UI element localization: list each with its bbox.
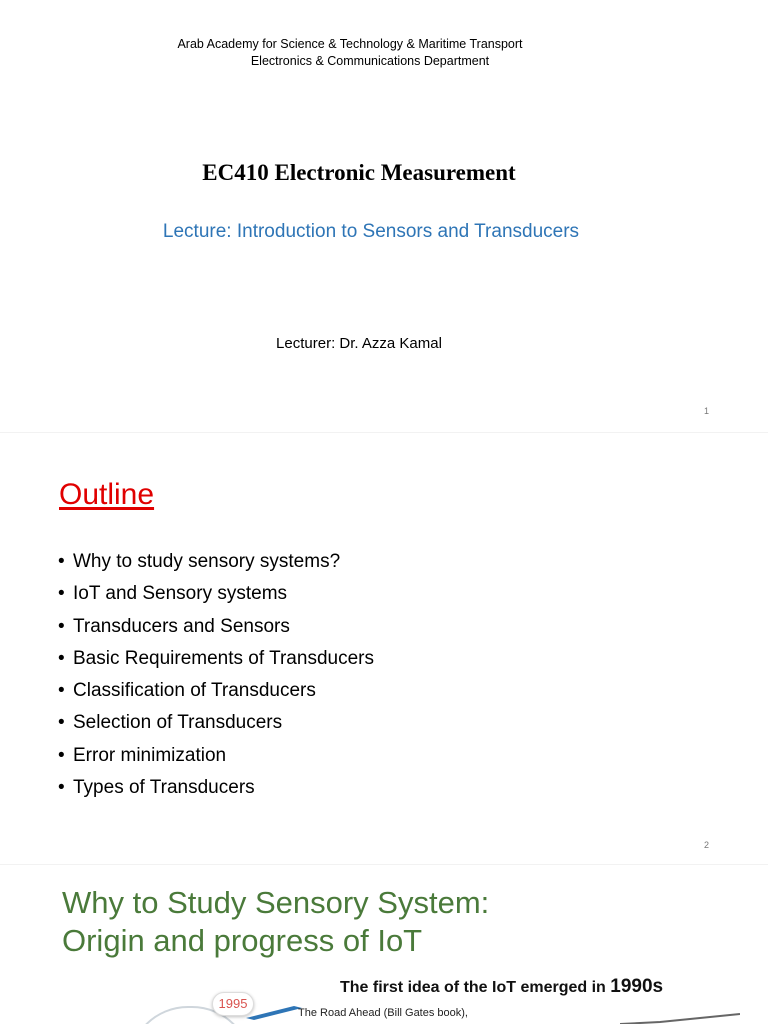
bullet-icon: • [58, 680, 65, 702]
outline-item [58, 740, 374, 772]
slide-2 [0, 432, 768, 864]
institution-name: Arab Academy for Science & Technology & Maritime Transport [177, 37, 523, 51]
course-title: EC410 Electronic Measurement [202, 160, 516, 185]
bullet-icon: • [58, 712, 65, 734]
bullet-icon: • [58, 647, 65, 669]
department-name: Electronics & Communications Department [250, 54, 490, 68]
page-number: 1 [704, 406, 710, 416]
bullet-icon: • [58, 583, 65, 605]
book-note: The Road Ahead (Bill Gates book), [298, 1007, 468, 1019]
outline-item-text: Transducers and Sensors [73, 615, 290, 637]
subtitle-text: The first idea of the IoT emerged in [340, 979, 611, 996]
bullet-icon: • [58, 777, 65, 799]
bullet-icon: • [58, 551, 65, 572]
page-number: 2 [704, 840, 710, 850]
outline-item [58, 578, 374, 610]
slide-3 [0, 864, 768, 1024]
subtitle-year: 1990s [610, 976, 664, 997]
outline-item [58, 707, 374, 739]
bullet-icon: • [58, 615, 65, 637]
bullet-icon: • [58, 744, 65, 766]
outline-item-text: IoT and Sensory systems [73, 583, 288, 605]
slide-title-line-2: Origin and progress of IoT [62, 923, 423, 958]
decorative-line-graphic [620, 1012, 740, 1024]
outline-list [58, 546, 374, 804]
outline-item-text: Error minimization [73, 744, 227, 766]
lecturer-name: Lecturer: Dr. Azza Kamal [276, 335, 442, 352]
lecture-title: Lecture: Introduction to Sensors and Transducers [162, 221, 580, 242]
outline-item-text: Why to study sensory systems? [73, 551, 341, 572]
outline-title: Outline [59, 478, 155, 511]
outline-item-text: Selection of Transducers [73, 712, 283, 734]
slide-subtitle [340, 976, 663, 998]
outline-item [58, 643, 374, 675]
outline-item [58, 675, 374, 707]
outline-item [58, 611, 374, 643]
slide-title [62, 884, 489, 960]
year-badge: 1995 [212, 992, 254, 1016]
outline-item [58, 546, 374, 578]
outline-item [58, 772, 374, 804]
pointer-arrow-icon [246, 1004, 302, 1020]
outline-item-text: Types of Transducers [73, 777, 255, 799]
outline-item-text: Classification of Transducers [73, 680, 316, 702]
outline-item-text: Basic Requirements of Transducers [73, 647, 374, 669]
slide-1 [0, 0, 768, 432]
slide-title-line-1: Why to Study Sensory System: [62, 885, 490, 920]
